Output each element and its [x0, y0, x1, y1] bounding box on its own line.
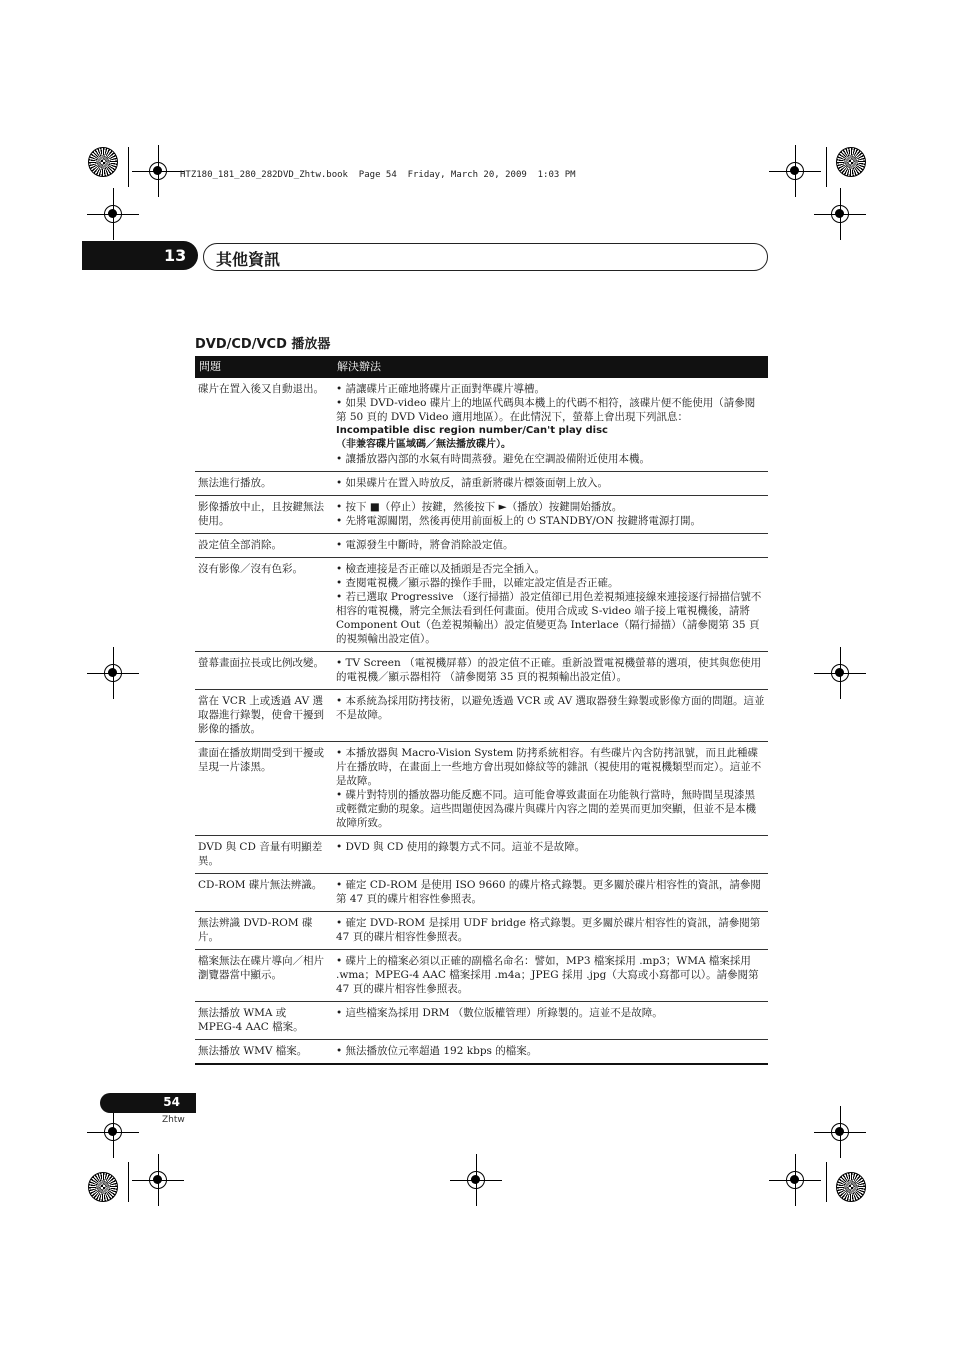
solution-line: • 本系統為採用防拷技術，以避免透過 VCR 或 AV 選取器發生錄製或影像方面的問題。這並不是故障。 — [336, 695, 765, 721]
solution-line: • 按下 ■（停止）按鍵，然後按下 ►（播放）按鍵開始播放。 — [336, 501, 623, 513]
problem-cell: 碟片在置入後又自動退出。 — [195, 378, 333, 472]
table-row — [195, 558, 768, 652]
problem-cell: 無法播放 WMA 或 MPEG-4 AAC 檔案。 — [195, 1002, 333, 1040]
troubleshooting-table — [195, 356, 768, 1065]
solution-line: • 先將電源關閉，然後再使用前面板上的 ⏻ STANDBY/ON 按鍵將電源打開。 — [336, 515, 701, 527]
solution-cell — [333, 690, 768, 742]
trim-line — [826, 147, 827, 187]
solution-line: • 電源發生中斷時，將會消除設定值。 — [336, 539, 514, 551]
solution-line: • 請讓碟片正確地將碟片正面對準碟片導槽。 — [336, 383, 546, 395]
problem-cell: 設定值全部消除。 — [195, 534, 333, 558]
solution-line: • 查閱電視機／顯示器的操作手冊，以確定設定值是否正確。 — [336, 577, 619, 589]
registration-starburst-icon — [88, 147, 118, 177]
problem-cell: 螢幕畫面拉長或比例改變。 — [195, 652, 333, 690]
solution-line: • 若已選取 Progressive （逐行掃描）設定值卻已用色差視頻連接線來連接逐行掃描信號不相容的電視機，將完全無法看到任何畫面。使用合成或 S-video 端子接上電視機後，請將 Component Out（色差視頻輸出）設定值變更為 Interlace（隔行掃描）（請參閱第 35 頁的視頻輸出設定值）。 — [336, 591, 762, 645]
registration-starburst-icon — [836, 147, 866, 177]
trim-line — [128, 147, 129, 187]
problem-cell: DVD 與 CD 音量有明顯差異。 — [195, 836, 333, 874]
solution-line: （非兼容碟片區域碼／無法播放碟片）。 — [336, 439, 511, 450]
language-code: Zhtw — [162, 1115, 185, 1125]
solution-line: • 碟片上的檔案必須以正確的副檔名命名：譬如，MP3 檔案採用 .mp3；WMA 檔案採用 .wma；MPEG-4 AAC 檔案採用 .m4a；JPEG 採用 .jpg（大寫或小寫都可以）。請參閱第 47 頁的碟片相容性參照表。 — [336, 955, 759, 995]
problem-cell: 影像播放中止，且按鍵無法使用。 — [195, 496, 333, 534]
table-row — [195, 1002, 768, 1040]
chapter-title-box — [203, 243, 768, 271]
solution-cell — [333, 742, 768, 836]
solution-line: • 如果 DVD-video 碟片上的地區代碼與本機上的代碼不相符，該碟片便不能使用（請參閱第 50 頁的 DVD Video 適用地區）。在此情況下，螢幕上會出現下列訊息： — [336, 397, 756, 423]
solution-cell — [333, 534, 768, 558]
chapter-number-tab — [82, 241, 198, 270]
solution-cell — [333, 836, 768, 874]
chapter-number: 13 — [164, 246, 187, 265]
problem-cell: 當在 VCR 上或透過 AV 選取器進行錄製，使會干擾到影像的播放。 — [195, 690, 333, 742]
solution-line: • TV Screen （電視機屏幕）的設定值不正確。重新設置電視機螢幕的選項，使其與您使用的電視機／顯示器相符 （請參閱第 35 頁的視頻輸出設定值）。 — [336, 657, 762, 683]
problem-cell: 無法進行播放。 — [195, 472, 333, 496]
table-row — [195, 742, 768, 836]
section-title: DVD/CD/VCD 播放器 — [195, 337, 331, 352]
problem-cell: CD-ROM 碟片無法辨識。 — [195, 874, 333, 912]
solution-cell — [333, 874, 768, 912]
problem-cell: 無法播放 WMV 檔案。 — [195, 1040, 333, 1065]
solution-cell — [333, 496, 768, 534]
solution-line: • 這些檔案為採用 DRM （數位版權管理）所錄製的。這並不是故障。 — [336, 1007, 663, 1019]
solution-line: • 無法播放位元率超過 192 kbps 的檔案。 — [336, 1045, 538, 1057]
file-info: HTZ180_181_280_282DVD_Zhtw.book Page 54 Friday, March 20, 2009 1:03 PM — [180, 170, 576, 180]
table-row — [195, 378, 768, 472]
table-row — [195, 472, 768, 496]
solution-cell — [333, 1040, 768, 1065]
header-problem: 問題 — [195, 356, 333, 378]
problem-cell: 無法辨識 DVD-ROM 碟片。 — [195, 912, 333, 950]
solution-line: • 碟片對特別的播放器功能反應不同。這可能會導致畫面在功能執行當時，無時間呈現漆黑或輕微定動的現象。這些問題使因為碟片與碟片內容之間的差異而更加突顯，但並不是本機故障所致。 — [336, 789, 756, 829]
trim-line — [128, 1162, 129, 1202]
table-row — [195, 534, 768, 558]
registration-starburst-icon — [88, 1172, 118, 1202]
header-solution: 解決辦法 — [333, 356, 768, 378]
problem-cell: 沒有影像／沒有色彩。 — [195, 558, 333, 652]
chapter-title: 其他資訊 — [216, 250, 281, 269]
solution-cell — [333, 472, 768, 496]
problem-cell: 檔案無法在碟片導向／相片瀏覽器當中顯示。 — [195, 950, 333, 1002]
solution-cell — [333, 558, 768, 652]
solution-line: • 檢查連接是否正確以及插頭是否完全插入。 — [336, 563, 546, 575]
solution-line: • 確定 CD-ROM 是使用 ISO 9660 的碟片格式錄製。更多關於碟片相容性的資訊，請參閱第 47 頁的碟片相容性參照表。 — [336, 879, 761, 905]
table-row — [195, 690, 768, 742]
solution-line: • 讓播放器內部的水氣有時間蒸發。避免在空調設備附近使用本機。 — [336, 453, 651, 465]
page-number: 54 — [163, 1095, 180, 1109]
table-row — [195, 912, 768, 950]
table-row — [195, 1040, 768, 1065]
solution-line: • 本播放器與 Macro-Vision System 防拷系統相容。有些碟片內含防拷訊號，而且此種碟片在播放時，在畫面上一些地方會出現如條紋等的雜訊（視使用的電視機類型而定）。這並不是故障。 — [336, 747, 762, 787]
table-header-row — [195, 356, 768, 378]
table-row — [195, 496, 768, 534]
problem-cell: 畫面在播放期間受到干擾或呈現一片漆黑。 — [195, 742, 333, 836]
trim-line — [826, 1162, 827, 1202]
table-row — [195, 836, 768, 874]
solution-cell — [333, 912, 768, 950]
table-row — [195, 950, 768, 1002]
solution-cell — [333, 950, 768, 1002]
solution-line: Incompatible disc region number/Can't play disc — [336, 425, 608, 436]
page-number-tab — [100, 1093, 196, 1113]
solution-cell — [333, 378, 768, 472]
table-row — [195, 652, 768, 690]
solution-cell — [333, 652, 768, 690]
solution-line: • 確定 DVD-ROM 是採用 UDF bridge 格式錄製。更多關於碟片相容性的資訊，請參閱第 47 頁的碟片相容性參照表。 — [336, 917, 761, 943]
solution-cell — [333, 1002, 768, 1040]
solution-line: • DVD 與 CD 使用的錄製方式不同。這並不是故障。 — [336, 841, 586, 853]
solution-line: • 如果碟片在置入時放反，請重新將碟片標簽面朝上放入。 — [336, 477, 609, 489]
table-row — [195, 874, 768, 912]
registration-starburst-icon — [836, 1172, 866, 1202]
